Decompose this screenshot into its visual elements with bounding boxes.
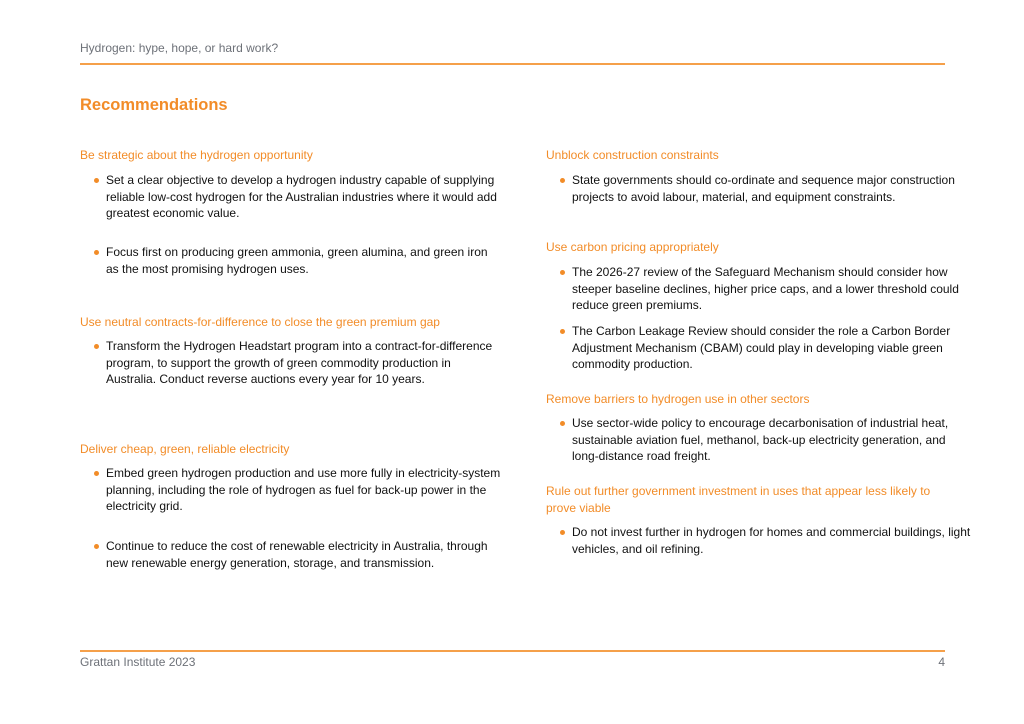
bullet-item	[546, 415, 972, 465]
section-heading: Deliver cheap, green, reliable electricity	[80, 442, 290, 456]
bullet-item	[546, 172, 972, 205]
footer-publisher: Grattan Institute 2023	[80, 655, 196, 669]
bullet-icon	[94, 544, 99, 549]
bullet-text: The 2026-27 review of the Safeguard Mechanism should consider how steeper baseline declines, higher price caps, and a lower threshold could reduce green premiums.	[572, 265, 959, 312]
section-heading: Unblock construction constraints	[546, 148, 719, 162]
bullet-text: State governments should co-ordinate and sequence major construction projects to avoid labour, material, and equipment constraints.	[572, 173, 955, 204]
bullet-item	[546, 524, 972, 557]
bullet-item	[546, 264, 972, 314]
bullet-text: Transform the Hydrogen Headstart program into a contract-for-difference program, to support the growth of green commodity production in Australia. Conduct reverse auctions every year for 10 years.	[106, 339, 493, 386]
page-title: Recommendations	[80, 96, 228, 114]
page-number: 4	[938, 655, 945, 669]
bullet-icon	[94, 471, 99, 476]
header-rule	[80, 63, 945, 65]
section-heading: Use neutral contracts-for-difference to close the green premium gap	[80, 315, 440, 329]
section-heading: Remove barriers to hydrogen use in other sectors	[546, 392, 810, 406]
bullet-text: Embed green hydrogen production and use more fully in electricity-system planning, including the role of hydrogen as fuel for back-up power in the electricity grid.	[106, 466, 501, 513]
bullet-icon	[560, 421, 565, 426]
bullet-icon	[94, 250, 99, 255]
bullet-item	[80, 338, 501, 388]
bullet-text: Set a clear objective to develop a hydrogen industry capable of supplying reliable low-cost hydrogen for the Australian industries where it would add greatest economic value.	[106, 173, 497, 220]
bullet-text: Do not invest further in hydrogen for homes and commercial buildings, light vehicles, and oil refining.	[572, 525, 971, 556]
section-heading: Be strategic about the hydrogen opportunity	[80, 148, 313, 162]
bullet-text: Continue to reduce the cost of renewable electricity in Australia, through new renewable energy generation, storage, and transmission.	[106, 539, 488, 570]
bullet-icon	[94, 344, 99, 349]
bullet-item	[80, 538, 501, 571]
footer-rule	[80, 650, 945, 652]
bullet-icon	[560, 178, 565, 183]
bullet-item	[80, 465, 501, 515]
bullet-icon	[94, 178, 99, 183]
bullet-item	[80, 172, 501, 222]
bullet-text: Focus first on producing green ammonia, green alumina, and green iron as the most promising hydrogen uses.	[106, 245, 488, 276]
section-heading: Rule out further government investment in uses that appear less likely to prove viable	[546, 484, 931, 515]
section-heading: Use carbon pricing appropriately	[546, 240, 719, 254]
bullet-icon	[560, 329, 565, 334]
bullet-item	[80, 244, 501, 277]
bullet-icon	[560, 530, 565, 535]
bullet-text: The Carbon Leakage Review should consider the role a Carbon Border Adjustment Mechanism (CBAM) could play in developing viable green commodity production.	[572, 324, 951, 371]
bullet-text: Use sector-wide policy to encourage decarbonisation of industrial heat, sustainable aviation fuel, methanol, back-up electricity generation, and long-distance road freight.	[572, 416, 949, 463]
bullet-item	[546, 323, 972, 373]
running-header: Hydrogen: hype, hope, or hard work?	[80, 41, 279, 55]
bullet-icon	[560, 270, 565, 275]
